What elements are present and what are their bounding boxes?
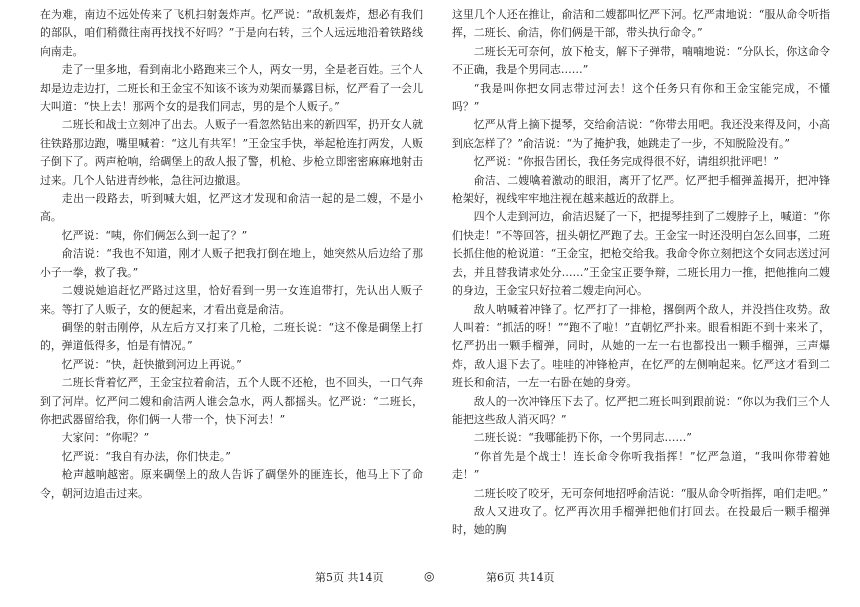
paragraph: 二班长无可奈何，放下枪支，解下子弹带，喃喃地说：“分队长，你这命令不正确，我是个男同志……”	[452, 44, 830, 77]
paragraph: 俞洁说：“我也不知道，刚才人贩子把我打倒在地上，她突然从后边给了那小子一拳，救了我。”	[40, 247, 423, 279]
paragraph: 在为难，南边不远处传来了飞机扫射轰炸声。忆严说：“敌机轰炸，想必有我们的部队，咱们稍微往南再找找不好吗？”于是向右转，三个人远远地沿着铁路线向南走。	[40, 8, 423, 58]
paragraph: 这里几个人还在推让，俞洁和二嫂都叫忆严下河。忆严肃地说：“服从命令听指挥，二班长、俞洁，你们俩是干部，带头执行命令。”	[452, 8, 830, 40]
paragraph: 忆严说：“我自有办法，你们快走。”	[61, 449, 231, 463]
paragraph: 二班长背着忆严，王金宝拉着俞洁，五个人既不还枪，也不回头，一口气奔到了河岸。忆严问二嫂和俞洁两人谁会急水，两人都摇头。忆严说：“二班长，你把武器留给我，你们俩一人带一个，快下河去！”	[40, 376, 423, 426]
paragraph: “你首先是个战士！连长命令你听我指挥！”忆严急道，“我叫你带着她走！”	[452, 449, 830, 482]
paragraph: 敌人呐喊着冲锋了。忆严打了一排枪，撂倒两个敌人，并没挡住攻势。敌人叫着：“抓活的呀！”“跑不了啦！”直朝忆严扑来。眼看相距不到十来米了，忆严扔出一颗手榴弹，同时，从她的一左一右也都投出一颗手榴弹，三声爆炸，敌人退下去了。哇哇的冲锋枪声，在忆严的左侧响起来。忆严这才看到二班长和俞洁，一左一右卧在她的身旁。	[452, 302, 830, 390]
paragraph: 枪声越响越密。原来碉堡上的敌人告诉了碉堡外的匪连长，他马上下了命令，朝河边追击过来。	[40, 468, 423, 500]
paragraph: “我是叫你把女同志带过河去！这个任务只有你和王金宝能完成，不懂吗？”	[452, 81, 830, 114]
paragraph: 四个人走到河边，俞洁迟疑了一下，把提琴挂到了二嫂脖子上，喊道：“你们快走！”不等回答，扭头朝忆严跑了去。王金宝一时还没明白怎么回事，二班长抓住他的枪说道：“王金宝，把枪交给我。我命令你立刻把这个女同志送过河去，并且替我请求处分……”王金宝正要争辩，二班长用力一推，把他推向二嫂的身边，王金宝只好拉着二嫂走向河心。	[452, 210, 830, 298]
paragraph: 走了一里多地，看到南北小路跑来三个人，两女一男，全是老百姓。三个人却是边走边打，二班长和王金宝不知该不该为劝架而暴露目标，忆严看了一会儿大叫道：“快上去！那两个女的是我们同志，男的是个人贩子。”	[40, 63, 423, 114]
paragraph: 敌人又进攻了。忆严再次用手榴弹把他们打回去。在投最后一颗手榴弹时，她的胸	[452, 504, 830, 537]
paragraph: 大家问：“你呢？”	[61, 431, 150, 445]
right-page-column	[452, 6, 830, 540]
paragraph: 忆严说：“你报告团长，我任务完成得很不好，请组织批评吧！”	[473, 155, 779, 169]
paragraph: 敌人的一次冲锋压下去了。忆严把二班长叫到跟前说：“你以为我们三个人能把这些敌人消灭吗？”	[452, 394, 830, 426]
paragraph: 忆严说：“快，赶快撤到河边上再说。”	[61, 357, 242, 371]
page-footer-left: 第5页 共14页	[315, 571, 384, 584]
paragraph: 走出一段路去，听到喊大姐，忆严这才发现和俞洁一起的是二嫂，不是小高。	[40, 192, 423, 224]
paragraph: 二班长说：“我哪能扔下你，一个男同志……”	[473, 431, 692, 445]
paragraph: 二嫂说她追赶忆严路过这里，恰好看到一男一女连追带打，先认出人贩子来。等打了人贩子，女的便起来，才看出竟是俞洁。	[40, 284, 423, 316]
paragraph: 碉堡的射击刚停，从左后方又打来了几枪，二班长说：“这不像是碉堡上打的，弹道低得多，怕是有情况。”	[40, 320, 423, 353]
center-binding-mark: ◎	[424, 569, 435, 583]
paragraph: 二班长和战士立刻冲了出去。人贩子一看忽然钻出来的新四军，扔开女人就往铁路那边跑，嘴里喊着：“这儿有共军！”王金宝手快，举起枪连打两发，人贩子倒下了。两声枪响，给碉堡上的敌人报了警，机枪、步枪立即密密麻麻地射击过来。几个人钻进青纱帐，急往河边撤退。	[40, 118, 423, 187]
paragraph: 忆严说：“咦，你们俩怎么到一起了？”	[61, 228, 248, 242]
paragraph: 忆严从背上摘下提琴，交给俞洁说：“你带去用吧。我还没来得及问，小高到底怎样了？”俞洁说：“为了掩护我，她跳走了一步，不知脱险没有。”	[452, 118, 830, 150]
page-footer-right: 第6页 共14页	[486, 571, 555, 584]
paragraph: 俞洁、二嫂噙着激动的眼泪，离开了忆严。忆严把手榴弹盖揭开，把冲锋枪架好，视线牢牢地注视在越来越近的敌群上。	[452, 173, 830, 206]
left-page-column	[40, 6, 423, 503]
paragraph: 二班长咬了咬牙，无可奈何地招呼俞洁说：“服从命令听指挥，咱们走吧。”	[473, 486, 828, 500]
